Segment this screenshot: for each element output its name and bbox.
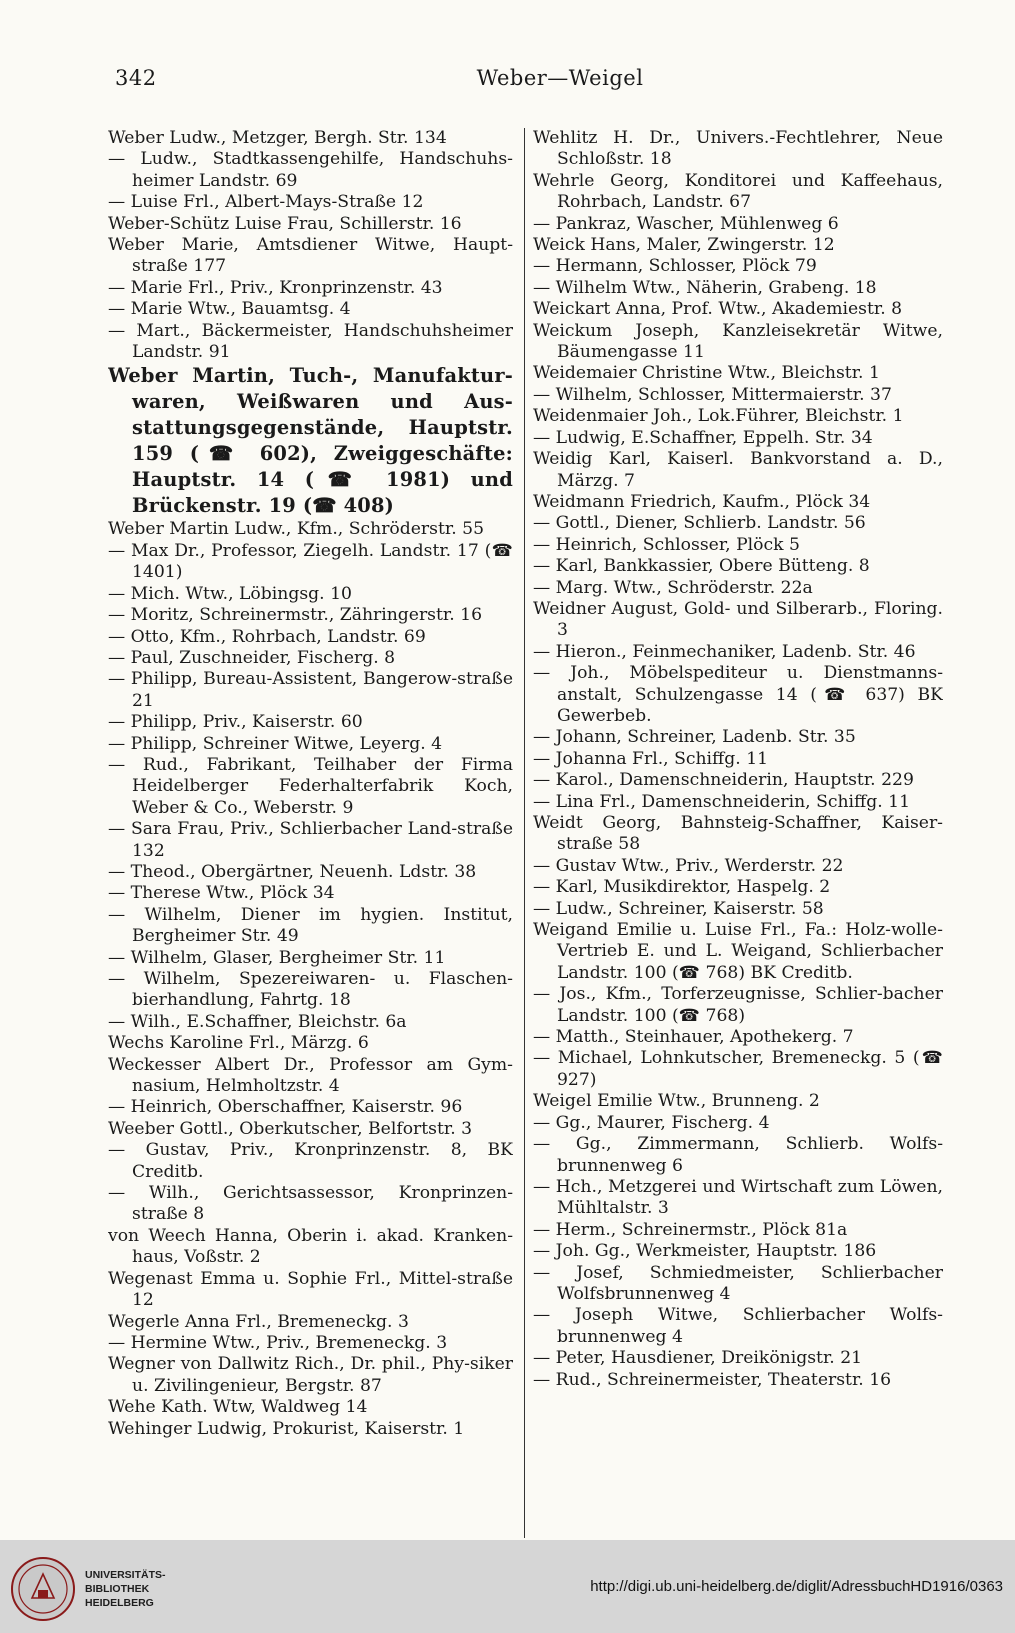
left-column: [108, 128, 513, 1440]
directory-entry: Wechs Karoline Frl., Märzg. 6: [108, 1033, 369, 1054]
directory-entry: — Philipp, Schreiner Witwe, Leyerg. 4: [108, 733, 443, 754]
directory-entry: — Pankraz, Wascher, Mühlenweg 6: [533, 213, 839, 234]
directory-entry: — Ludw., Stadtkassengehilfe, Handschuhs-heimer Landstr. 69: [108, 149, 513, 191]
directory-entry: Wehrle Georg, Konditorei und Kaffeehaus, Rohrbach, Landstr. 67: [533, 170, 943, 213]
directory-entry: Weidemaier Christine Wtw., Bleichstr. 1: [533, 363, 880, 384]
directory-entry: Wegenast Emma u. Sophie Frl., Mittel-straße 12: [108, 1268, 513, 1311]
institution-line: BIBLIOTHEK: [85, 1583, 150, 1595]
directory-entry: Weber Marie, Amtsdiener Witwe, Haupt-straße 177: [108, 235, 513, 277]
directory-entry: — Matth., Steinhauer, Apothekerg. 7: [533, 1027, 854, 1048]
directory-entry: — Ludwig, E.Schaffner, Eppelh. Str. 34: [533, 427, 873, 448]
directory-entry: — Therese Wtw., Plöck 34: [108, 883, 335, 904]
page-header: [115, 66, 945, 94]
directory-entry: — Gustav Wtw., Priv., Werderstr. 22: [533, 855, 844, 876]
directory-entry: — Marie Wtw., Bauamtsg. 4: [108, 299, 351, 320]
directory-entry: Wehlitz H. Dr., Univers.-Fechtlehrer, Neue Schloßstr. 18: [533, 128, 943, 170]
directory-entry: Weigel Emilie Wtw., Brunneng. 2: [533, 1091, 820, 1112]
directory-entry: — Wilhelm, Spezereiwaren- u. Flaschen-bierhandlung, Fahrtg. 18: [108, 969, 513, 1011]
directory-entry: — Gottl., Diener, Schlierb. Landstr. 56: [533, 513, 866, 534]
directory-entry: — Karl, Bankkassier, Obere Bütteng. 8: [533, 556, 870, 577]
column-divider: [524, 128, 525, 1538]
directory-entry: — Lina Frl., Damenschneiderin, Schiffg. 11: [533, 791, 911, 812]
directory-entry: Wehe Kath. Wtw, Waldweg 14: [108, 1397, 368, 1418]
directory-entry: — Max Dr., Professor, Ziegelh. Landstr. 17 (☎ 1401): [108, 540, 513, 583]
directory-entry: — Josef, Schmiedmeister, Schlierbacher Wolfsbrunnenweg 4: [533, 1262, 943, 1304]
directory-entry: — Heinrich, Schlosser, Plöck 5: [533, 534, 800, 555]
directory-entry: Weidner August, Gold- und Silberarb., Floring. 3: [533, 598, 943, 641]
directory-entry: — Marie Frl., Priv., Kronprinzenstr. 43: [108, 277, 443, 298]
directory-entry: — Paul, Zuschneider, Fischerg. 8: [108, 647, 396, 668]
right-column: [533, 128, 943, 1391]
directory-entry: Weickart Anna, Prof. Wtw., Akademiestr. 8: [533, 299, 903, 320]
directory-entry: — Peter, Hausdiener, Dreikönigstr. 21: [533, 1348, 863, 1369]
directory-entry: — Rud., Fabrikant, Teilhaber der Firma Heidelberger Federhalterfabrik Koch, Weber & Co., Weberstr. 9: [108, 754, 513, 818]
directory-entry: — Johann, Schreiner, Ladenb. Str. 35: [533, 727, 856, 748]
directory-entry: — Marg. Wtw., Schröderstr. 22a: [533, 577, 813, 598]
directory-entry: Weeber Gottl., Oberkutscher, Belfortstr. 3: [108, 1118, 473, 1139]
directory-entry: — Karol., Damenschneiderin, Hauptstr. 229: [533, 770, 914, 791]
directory-entry: Wegner von Dallwitz Rich., Dr. phil., Phy-siker u. Zivilingenieur, Bergstr. 87: [108, 1354, 513, 1396]
directory-entry: Weber Martin Ludw., Kfm., Schröderstr. 55: [108, 519, 484, 540]
directory-entry: — Hermine Wtw., Priv., Bremeneckg. 3: [108, 1332, 448, 1353]
directory-entry: Wehinger Ludwig, Prokurist, Kaiserstr. 1: [108, 1418, 465, 1439]
directory-entry: — Moritz, Schreinermstr., Zähringerstr. 16: [108, 605, 483, 626]
directory-entry: Weckesser Albert Dr., Professor am Gym-nasium, Helmholtzstr. 4: [108, 1054, 513, 1097]
directory-entry: — Joh. Gg., Werkmeister, Hauptstr. 186: [533, 1241, 877, 1262]
directory-entry: — Ludw., Schreiner, Kaiserstr. 58: [533, 898, 824, 919]
directory-entry: — Wilhelm, Schlosser, Mittermaierstr. 37: [533, 384, 892, 405]
directory-entry: — Herm., Schreinermstr., Plöck 81a: [533, 1219, 848, 1240]
directory-entry: von Weech Hanna, Oberin i. akad. Kranken-haus, Voßstr. 2: [108, 1225, 513, 1268]
directory-entry: — Joseph Witwe, Schlierbacher Wolfs-brunnenweg 4: [533, 1305, 943, 1347]
directory-entry: — Wilhelm, Glaser, Bergheimer Str. 11: [108, 947, 446, 968]
directory-entry: — Karl, Musikdirektor, Haspelg. 2: [533, 877, 831, 898]
directory-entry: — Philipp, Priv., Kaiserstr. 60: [108, 712, 363, 733]
directory-entry: — Sara Frau, Priv., Schlierbacher Land-straße 132: [108, 819, 513, 861]
directory-entry: Weidmann Friedrich, Kaufm., Plöck 34: [533, 491, 871, 512]
directory-entry: — Michael, Lohnkutscher, Bremeneckg. 5 (☎ 927): [533, 1048, 943, 1090]
university-seal-icon: [8, 1554, 78, 1624]
source-url-link[interactable]: http://digi.ub.uni-heidelberg.de/diglit/AdressbuchHD1916/0363: [590, 1578, 1003, 1595]
directory-entry: — Hermann, Schlosser, Plöck 79: [533, 256, 817, 277]
page-number: 342: [115, 66, 157, 90]
directory-entry: Weber Martin, Tuch-, Manufaktur-waren, Weißwaren und Aus-stattungsgegenstände, Hauptstr. 159 (☎ 602), Zweiggeschäfte: Hauptstr. 14 (☎ 1981) und Brückenstr. 19 (☎ 408): [108, 364, 513, 518]
institution-name: [85, 1568, 166, 1610]
directory-entry: — Mart., Bäckermeister, Handschuhsheimer Landstr. 91: [108, 320, 513, 363]
directory-entry: Weidig Karl, Kaiserl. Bankvorstand a. D., Märzg. 7: [533, 449, 943, 491]
directory-entry: — Jos., Kfm., Torferzeugnisse, Schlier-bacher Landstr. 100 (☎ 768): [533, 984, 943, 1026]
institution-line: HEIDELBERG: [85, 1597, 154, 1609]
directory-entry: — Luise Frl., Albert-Mays-Straße 12: [108, 192, 424, 213]
directory-entry: Weidt Georg, Bahnsteig-Schaffner, Kaiser-straße 58: [533, 813, 943, 855]
directory-entry: Weickum Joseph, Kanzleisekretär Witwe, Bäumengasse 11: [533, 320, 943, 363]
footer-bar: [0, 1540, 1015, 1633]
directory-entry: Wegerle Anna Frl., Bremeneckg. 3: [108, 1311, 409, 1332]
directory-entry: — Gustav, Priv., Kronprinzenstr. 8, BK Creditb.: [108, 1140, 513, 1182]
directory-entry: — Philipp, Bureau-Assistent, Bangerow-straße 21: [108, 669, 513, 711]
directory-entry: Weber Ludw., Metzger, Bergh. Str. 134: [108, 128, 447, 148]
directory-entry: — Joh., Möbelspediteur u. Dienstmanns-anstalt, Schulzengasse 14 (☎ 637) BK Gewerbeb.: [533, 663, 943, 726]
directory-entry: — Wilh., E.Schaffner, Bleichstr. 6a: [108, 1011, 407, 1032]
directory-entry: — Wilhelm, Diener im hygien. Institut, Bergheimer Str. 49: [108, 904, 513, 947]
directory-entry: — Mich. Wtw., Löbingsg. 10: [108, 583, 352, 604]
directory-entry: — Johanna Frl., Schiffg. 11: [533, 748, 769, 769]
running-title: Weber—Weigel: [476, 66, 644, 90]
directory-entry: Weick Hans, Maler, Zwingerstr. 12: [533, 235, 835, 256]
directory-entry: — Hch., Metzgerei und Wirtschaft zum Löwen, Mühltalstr. 3: [533, 1176, 943, 1219]
directory-entry: Weidenmaier Joh., Lok.Führer, Bleichstr. 1: [533, 406, 904, 427]
directory-entry: Weber-Schütz Luise Frau, Schillerstr. 16: [108, 213, 462, 234]
institution-line: UNIVERSITÄTS-: [85, 1569, 166, 1581]
directory-entry: — Rud., Schreinermeister, Theaterstr. 16: [533, 1369, 892, 1390]
directory-entry: — Otto, Kfm., Rohrbach, Landstr. 69: [108, 626, 426, 647]
directory-entry: — Hieron., Feinmechaniker, Ladenb. Str. 46: [533, 641, 916, 662]
directory-entry: Weigand Emilie u. Luise Frl., Fa.: Holz-wolle-Vertrieb E. und L. Weigand, Schlierbacher Landstr. 100 (☎ 768) BK Creditb.: [533, 920, 943, 983]
directory-entry: — Theod., Obergärtner, Neuenh. Ldstr. 38: [108, 861, 477, 882]
directory-entry: — Wilh., Gerichtsassessor, Kronprinzen-straße 8: [108, 1183, 513, 1225]
directory-entry: — Wilhelm Wtw., Näherin, Grabeng. 18: [533, 277, 877, 298]
directory-entry: — Gg., Maurer, Fischerg. 4: [533, 1112, 770, 1133]
directory-entry: — Heinrich, Oberschaffner, Kaiserstr. 96: [108, 1097, 463, 1118]
directory-entry: — Gg., Zimmermann, Schlierb. Wolfs-brunnenweg 6: [533, 1134, 943, 1176]
